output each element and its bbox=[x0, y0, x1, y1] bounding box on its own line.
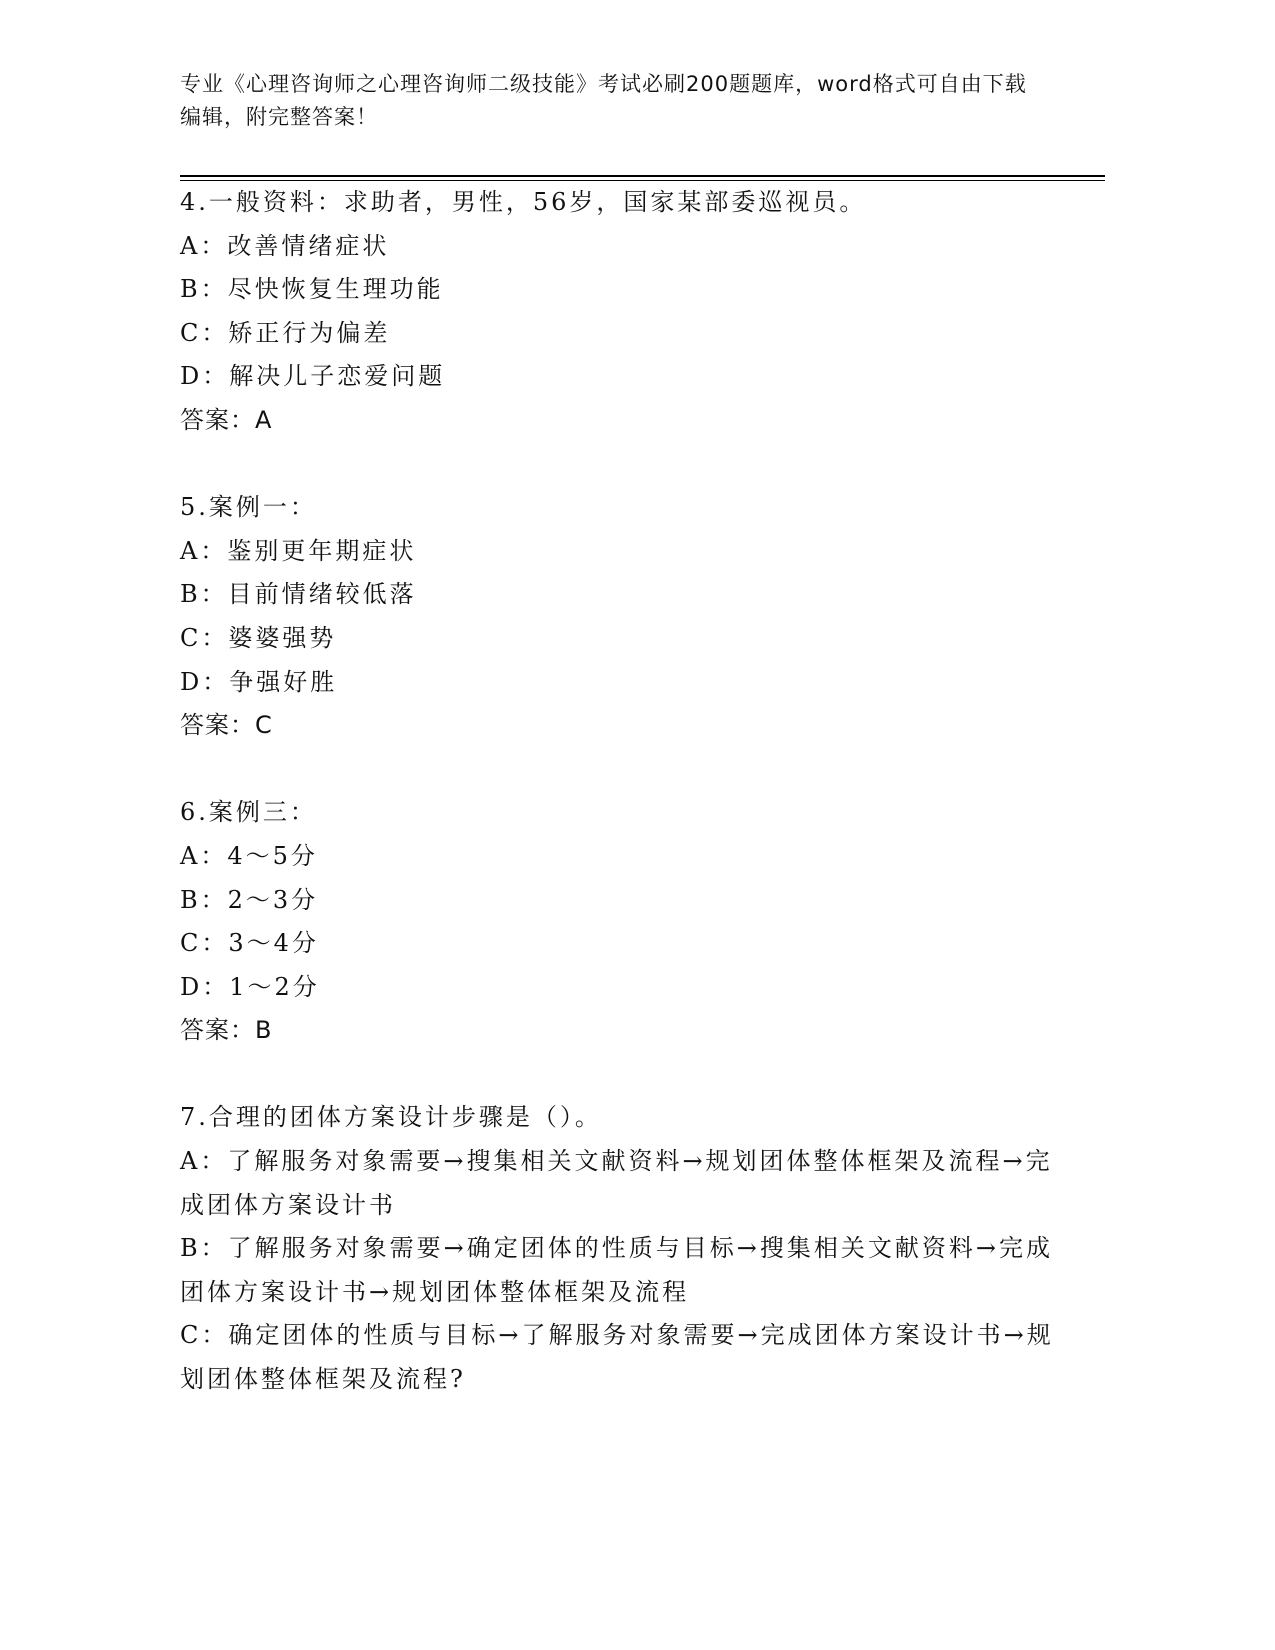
option-c: C：婆婆强势 bbox=[180, 623, 337, 652]
question-stem: 6.案例三： bbox=[180, 798, 317, 827]
option-b: B：尽快恢复生理功能 bbox=[180, 275, 444, 304]
option-a: A：4～5分 bbox=[180, 841, 318, 870]
option-b: B：2～3分 bbox=[180, 885, 319, 914]
question-list bbox=[180, 181, 1060, 1445]
question-7 bbox=[180, 1096, 1060, 1401]
answer-text: 答案：B bbox=[180, 1016, 273, 1045]
question-6 bbox=[180, 791, 1060, 1053]
option-a: A：改善情绪症状 bbox=[180, 231, 390, 260]
question-stem: 7.合理的团体方案设计步骤是（）。 bbox=[180, 1103, 602, 1132]
header-divider-thick bbox=[180, 175, 1105, 177]
option-d: D：争强好胜 bbox=[180, 667, 338, 696]
question-stem: 4.一般资料：求助者，男性，56岁，国家某部委巡视员。 bbox=[180, 188, 867, 216]
answer-text: 答案：A bbox=[180, 405, 273, 434]
option-a: A：了解服务对象需要→搜集相关文献资料→规划团体整体框架及流程→完成团体方案设计书 bbox=[180, 1147, 1053, 1219]
answer-text: 答案：C bbox=[180, 711, 273, 740]
option-c: C：矫正行为偏差 bbox=[180, 318, 391, 347]
option-d: D：解决儿子恋爱问题 bbox=[180, 362, 446, 391]
option-a: A：鉴别更年期症状 bbox=[180, 536, 417, 565]
option-c: C：3～4分 bbox=[180, 929, 319, 958]
question-5 bbox=[180, 486, 1060, 748]
document-header: 专业《心理咨询师之心理咨询师二级技能》考试必刷200题题库，word格式可自由下载编辑，附完整答案！ bbox=[180, 72, 1027, 129]
question-stem: 5.案例一： bbox=[180, 493, 317, 522]
option-d: D：1～2分 bbox=[180, 972, 320, 1001]
option-b: B：目前情绪较低落 bbox=[180, 580, 417, 609]
option-c: C：确定团体的性质与目标→了解服务对象需要→完成团体方案设计书→规划团体整体框架及流程? bbox=[180, 1321, 1054, 1394]
question-4 bbox=[180, 181, 1060, 443]
option-b: B：了解服务对象需要→确定团体的性质与目标→搜集相关文献资料→完成团体方案设计书→规划团体整体框架及流程 bbox=[180, 1234, 1053, 1306]
